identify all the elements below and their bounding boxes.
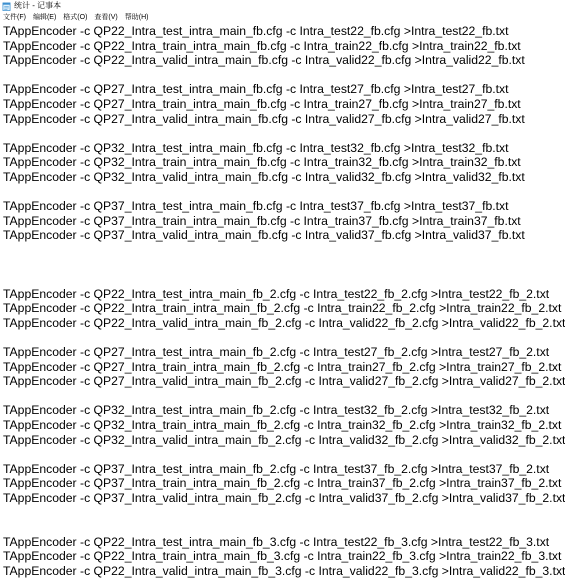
text-line: TAppEncoder -c QP37_Intra_train_intra_main_fb_2.cfg -c Intra_train37_fb_2.cfg >Intra_train37_fb_2.txt xyxy=(3,476,562,491)
title-bar xyxy=(0,0,554,12)
text-line xyxy=(3,68,554,83)
text-line xyxy=(3,330,554,345)
text-line xyxy=(3,520,554,535)
text-line xyxy=(3,126,554,141)
text-line: TAppEncoder -c QP32_Intra_test_intra_main_fb_2.cfg -c Intra_test32_fb_2.cfg >Intra_test32_fb_2.txt xyxy=(3,403,550,418)
text-line: TAppEncoder -c QP27_Intra_train_intra_main_fb.cfg -c Intra_train27_fb.cfg >Intra_train27_fb.txt xyxy=(3,96,521,111)
text-line xyxy=(3,447,554,462)
menu-file[interactable]: 文件(F) xyxy=(3,14,26,21)
text-line: TAppEncoder -c QP37_Intra_valid_intra_main_fb_2.cfg -c Intra_valid37_fb_2.cfg >Intra_valid37_fb_2.txt xyxy=(3,491,565,505)
text-line xyxy=(3,243,554,258)
text-line: TAppEncoder -c QP27_Intra_valid_intra_main_fb.cfg -c Intra_valid27_fb.cfg >Intra_valid27_fb.txt xyxy=(3,111,525,126)
text-line: TAppEncoder -c QP27_Intra_train_intra_main_fb_2.cfg -c Intra_train27_fb_2.cfg >Intra_train27_fb_2.txt xyxy=(3,359,562,374)
text-line: TAppEncoder -c QP27_Intra_test_intra_main_fb_2.cfg -c Intra_test27_fb_2.cfg >Intra_test27_fb_2.txt xyxy=(3,345,550,360)
text-line: TAppEncoder -c QP37_Intra_test_intra_main_fb_2.cfg -c Intra_test37_fb_2.cfg >Intra_test37_fb_2.txt xyxy=(3,461,550,476)
text-line: TAppEncoder -c QP22_Intra_train_intra_main_fb_2.cfg -c Intra_train22_fb_2.cfg >Intra_train22_fb_2.txt xyxy=(3,301,562,316)
text-line: TAppEncoder -c QP27_Intra_valid_intra_main_fb_2.cfg -c Intra_valid27_fb_2.cfg >Intra_valid27_fb_2.txt xyxy=(3,374,565,389)
text-line: TAppEncoder -c QP32_Intra_test_intra_main_fb.cfg -c Intra_test32_fb.cfg >Intra_test32_fb.txt xyxy=(3,140,509,155)
text-line: TAppEncoder -c QP32_Intra_train_intra_main_fb.cfg -c Intra_train32_fb.cfg >Intra_train32_fb.txt xyxy=(3,155,521,170)
text-line xyxy=(3,272,554,287)
text-line: TAppEncoder -c QP32_Intra_valid_intra_main_fb.cfg -c Intra_valid32_fb.cfg >Intra_valid32_fb.txt xyxy=(3,169,525,184)
text-line: TAppEncoder -c QP22_Intra_test_intra_main_fb_2.cfg -c Intra_test22_fb_2.cfg >Intra_test22_fb_2.txt xyxy=(3,286,550,301)
text-line: TAppEncoder -c QP22_Intra_valid_intra_main_fb_2.cfg -c Intra_valid22_fb_2.cfg >Intra_valid22_fb_2.txt xyxy=(3,315,565,330)
text-line: TAppEncoder -c QP22_Intra_train_intra_main_fb.cfg -c Intra_train22_fb.cfg >Intra_train22_fb.txt xyxy=(3,38,521,53)
text-line: TAppEncoder -c QP22_Intra_test_intra_main_fb.cfg -c Intra_test22_fb.cfg >Intra_test22_fb.txt xyxy=(3,24,509,38)
menu-format[interactable]: 格式(O) xyxy=(63,14,88,21)
text-line: TAppEncoder -c QP32_Intra_valid_intra_main_fb_2.cfg -c Intra_valid32_fb_2.cfg >Intra_valid32_fb_2.txt xyxy=(3,432,565,447)
text-line: TAppEncoder -c QP22_Intra_test_intra_main_fb_3.cfg -c Intra_test22_fb_3.cfg >Intra_test22_fb_3.txt xyxy=(3,534,550,549)
text-line xyxy=(3,185,554,200)
text-line: TAppEncoder -c QP22_Intra_valid_intra_main_fb.cfg -c Intra_valid22_fb.cfg >Intra_valid22_fb.txt xyxy=(3,53,525,68)
notepad-icon xyxy=(2,2,11,11)
text-line: TAppEncoder -c QP32_Intra_train_intra_main_fb_2.cfg -c Intra_train32_fb_2.cfg >Intra_train32_fb_2.txt xyxy=(3,418,562,433)
text-line xyxy=(3,506,554,521)
window-title: 统计 - 记事本 xyxy=(14,1,62,10)
text-line: TAppEncoder -c QP22_Intra_train_intra_main_fb_3.cfg -c Intra_train22_fb_3.cfg >Intra_train22_fb_3.txt xyxy=(3,549,562,564)
menu-help[interactable]: 帮助(H) xyxy=(124,14,149,21)
menu-bar xyxy=(0,12,554,24)
text-line: TAppEncoder -c QP37_Intra_valid_intra_main_fb.cfg -c Intra_valid37_fb.cfg >Intra_valid37_fb.txt xyxy=(3,228,525,243)
text-line xyxy=(3,389,554,404)
text-line: TAppEncoder -c QP37_Intra_test_intra_main_fb.cfg -c Intra_test37_fb.cfg >Intra_test37_fb.txt xyxy=(3,199,509,214)
text-line xyxy=(3,258,554,273)
text-line: TAppEncoder -c QP37_Intra_train_intra_main_fb.cfg -c Intra_train37_fb.cfg >Intra_train37_fb.txt xyxy=(3,213,521,228)
text-line: TAppEncoder -c QP22_Intra_valid_intra_main_fb_3.cfg -c Intra_valid22_fb_3.cfg >Intra_valid22_fb_3.txt xyxy=(3,563,565,578)
text-line: TAppEncoder -c QP27_Intra_test_intra_main_fb.cfg -c Intra_test27_fb.cfg >Intra_test27_fb.txt xyxy=(3,82,509,97)
text-editor-area[interactable] xyxy=(0,24,565,578)
menu-edit[interactable]: 编辑(E) xyxy=(32,14,57,21)
menu-view[interactable]: 查看(V) xyxy=(94,14,118,21)
